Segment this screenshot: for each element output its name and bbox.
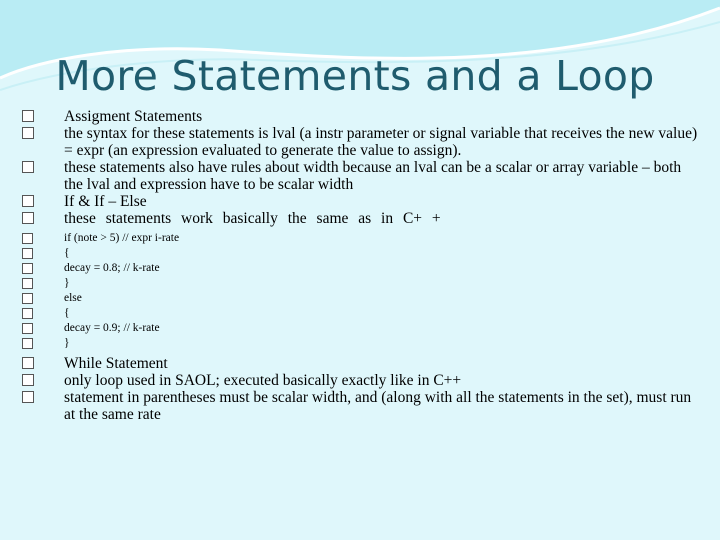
code-line: { — [22, 306, 702, 321]
code-line: } — [22, 336, 702, 351]
list-item: these statements also have rules about width because an lval can be a scalar or array variable – both the lval and expression have to be scalar width — [22, 159, 702, 193]
bullet-icon — [22, 323, 33, 334]
code-line: decay = 0.8; // k-rate — [22, 261, 702, 276]
bullet-icon — [22, 374, 34, 386]
bullet-icon — [22, 161, 34, 173]
bullet-icon — [22, 248, 33, 259]
list-item: these statements work basically the same as in C+ + — [22, 210, 702, 227]
bullet-list — [22, 108, 702, 423]
code-line: if (note > 5) // expr i-rate — [22, 231, 702, 246]
list-item: If & If – Else — [22, 193, 702, 210]
list-item: only loop used in SAOL; executed basically exactly like in C++ — [22, 372, 702, 389]
list-item: Assigment Statements — [22, 108, 702, 125]
bullet-icon — [22, 391, 34, 403]
bullet-icon — [22, 233, 33, 244]
code-line: decay = 0.9; // k-rate — [22, 321, 702, 336]
slide-title: More Statements and a Loop — [55, 52, 655, 100]
code-line: else — [22, 291, 702, 306]
bullet-icon — [22, 338, 33, 349]
list-item: statement in parentheses must be scalar width, and (along with all the statements in the set), must run at the same rate — [22, 389, 702, 423]
bullet-icon — [22, 293, 33, 304]
bullet-icon — [22, 263, 33, 274]
code-line: { — [22, 246, 702, 261]
bullet-icon — [22, 195, 34, 207]
bullet-icon — [22, 357, 34, 369]
bullet-icon — [22, 308, 33, 319]
list-item: the syntax for these statements is lval (a instr parameter or signal variable that receives the new value) = expr (an expression evaluated to generate the value to assign). — [22, 125, 702, 159]
bullet-icon — [22, 212, 34, 224]
bullet-icon — [22, 127, 34, 139]
bullet-icon — [22, 278, 33, 289]
bullet-icon — [22, 110, 34, 122]
list-item: While Statement — [22, 355, 702, 372]
code-line: } — [22, 276, 702, 291]
